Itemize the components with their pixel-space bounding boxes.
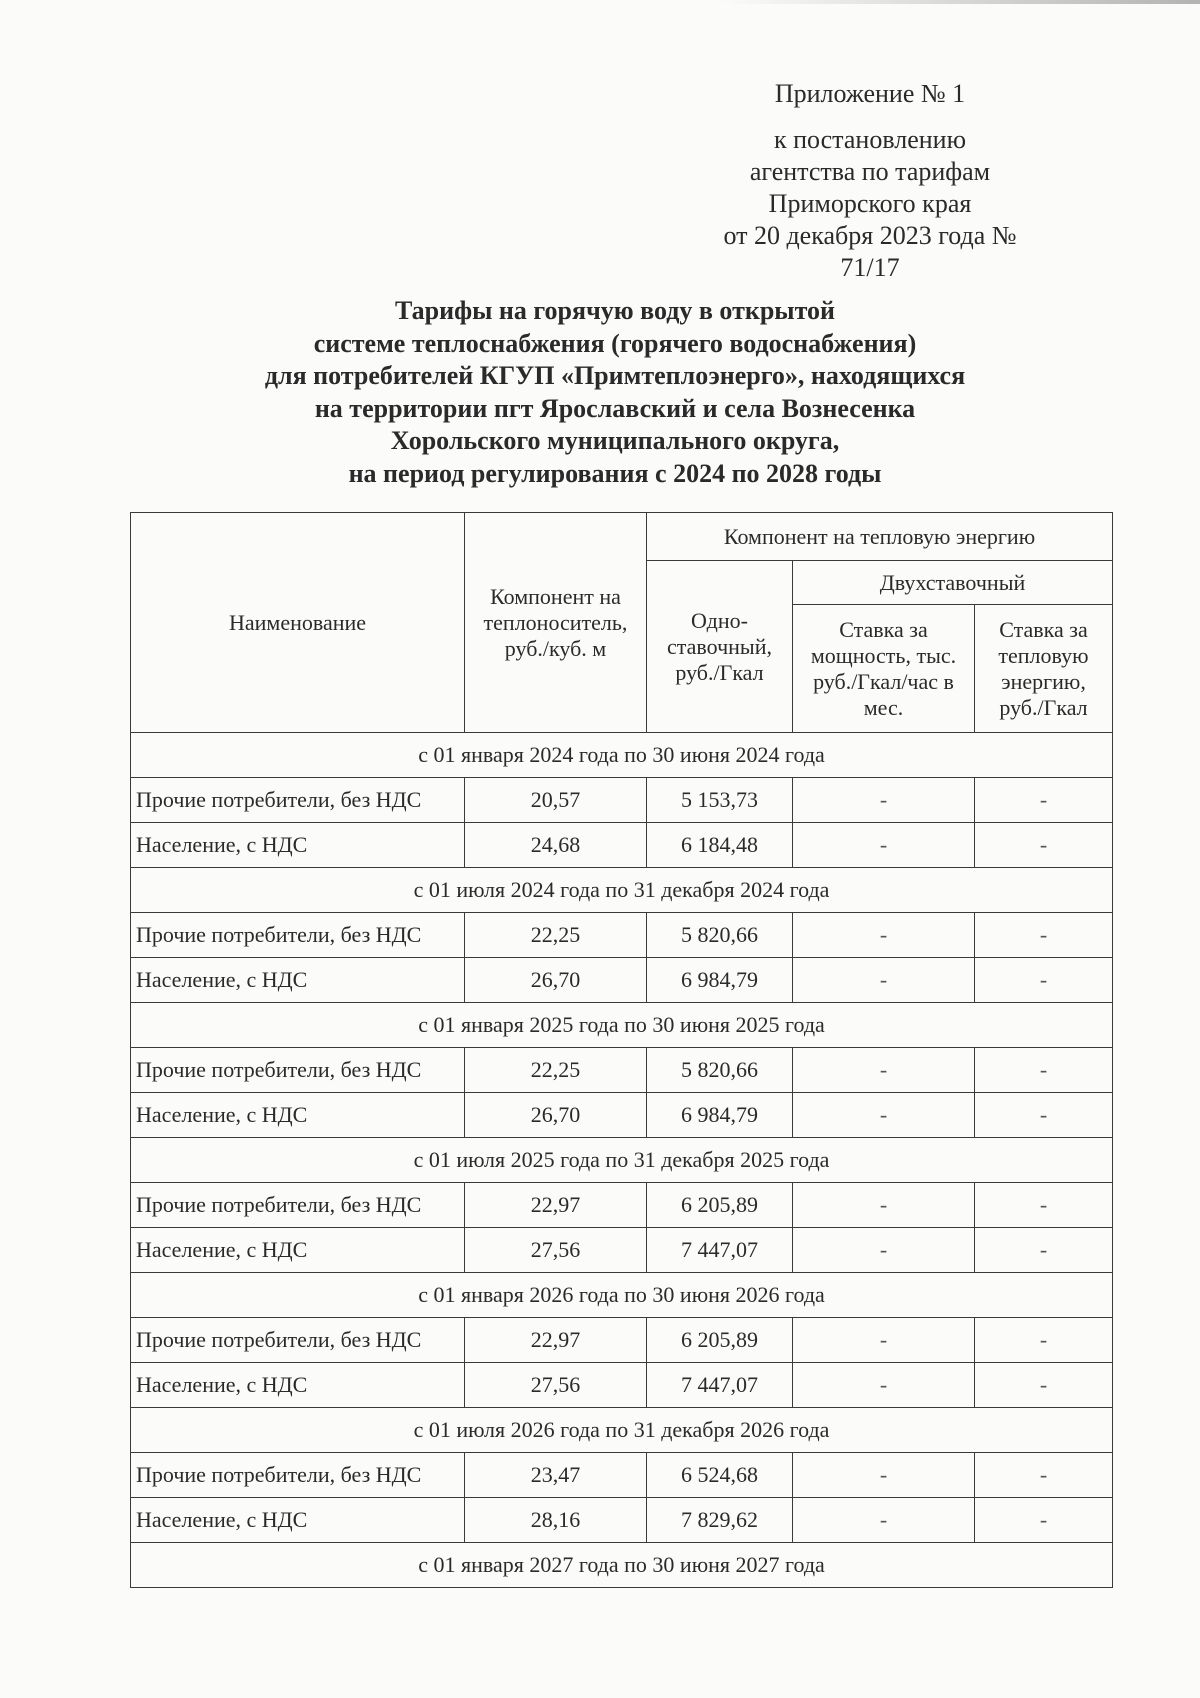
table-row — [131, 958, 1113, 1003]
cell-coolant: 22,97 — [465, 1183, 647, 1228]
cell-energy-rate: - — [975, 1453, 1113, 1498]
header-heat-component: Компонент на тепловую энергию — [647, 513, 1113, 561]
cell-energy-rate: - — [975, 1183, 1113, 1228]
table-row — [131, 1498, 1113, 1543]
cell-energy-rate: - — [975, 1363, 1113, 1408]
period-row — [131, 1138, 1113, 1183]
table-row — [131, 913, 1113, 958]
scan-edge-shadow — [720, 0, 1200, 4]
appendix-line: Приморского края — [768, 189, 972, 218]
table-row — [131, 1318, 1113, 1363]
cell-coolant: 22,25 — [465, 913, 647, 958]
header-two-rate: Двухставочный — [793, 561, 1113, 605]
header-capacity-rate: Ставка за мощность, тыс. руб./Гкал/час в мес. — [793, 605, 975, 733]
cell-coolant: 22,97 — [465, 1318, 647, 1363]
period-label: с 01 января 2026 года по 30 июня 2026 года — [131, 1273, 1113, 1318]
header-name: Наименование — [131, 513, 465, 733]
period-row — [131, 733, 1113, 778]
period-row — [131, 1543, 1113, 1588]
table-row — [131, 1363, 1113, 1408]
cell-capacity-rate: - — [793, 823, 975, 868]
cell-single-rate: 5 820,66 — [647, 913, 793, 958]
period-label: с 01 января 2024 года по 30 июня 2024 года — [131, 733, 1113, 778]
cell-single-rate: 6 184,48 — [647, 823, 793, 868]
cell-coolant: 20,57 — [465, 778, 647, 823]
appendix-line: к постановлению — [773, 125, 967, 154]
cell-capacity-rate: - — [793, 958, 975, 1003]
cell-capacity-rate: - — [793, 1318, 975, 1363]
table-row — [131, 1453, 1113, 1498]
cell-single-rate: 7 829,62 — [647, 1498, 793, 1543]
table-row — [131, 778, 1113, 823]
appendix-line: агентства по тарифам — [749, 157, 991, 186]
title-line: на период регулирования с 2024 по 2028 годы — [348, 458, 882, 488]
cell-name: Прочие потребители, без НДС — [131, 1453, 465, 1498]
cell-coolant: 23,47 — [465, 1453, 647, 1498]
cell-coolant: 28,16 — [465, 1498, 647, 1543]
cell-capacity-rate: - — [793, 913, 975, 958]
period-row — [131, 868, 1113, 913]
cell-capacity-rate: - — [793, 1453, 975, 1498]
appendix-block — [700, 78, 1040, 284]
cell-coolant: 26,70 — [465, 1093, 647, 1138]
cell-name: Прочие потребители, без НДС — [131, 1048, 465, 1093]
cell-capacity-rate: - — [793, 1093, 975, 1138]
cell-single-rate: 6 984,79 — [647, 1093, 793, 1138]
cell-energy-rate: - — [975, 958, 1113, 1003]
period-row — [131, 1273, 1113, 1318]
cell-energy-rate: - — [975, 1228, 1113, 1273]
cell-capacity-rate: - — [793, 778, 975, 823]
cell-single-rate: 6 984,79 — [647, 958, 793, 1003]
cell-coolant: 26,70 — [465, 958, 647, 1003]
cell-single-rate: 6 205,89 — [647, 1318, 793, 1363]
cell-capacity-rate: - — [793, 1183, 975, 1228]
cell-name: Население, с НДС — [131, 1228, 465, 1273]
table-row — [131, 1048, 1113, 1093]
cell-energy-rate: - — [975, 823, 1113, 868]
cell-coolant: 24,68 — [465, 823, 647, 868]
table-header — [131, 513, 1113, 733]
period-row — [131, 1003, 1113, 1048]
appendix-line: от 20 декабря 2023 года № 71/17 — [723, 221, 1017, 282]
period-label: с 01 июля 2024 года по 31 декабря 2024 года — [131, 868, 1113, 913]
cell-single-rate: 7 447,07 — [647, 1363, 793, 1408]
cell-energy-rate: - — [975, 1498, 1113, 1543]
cell-name: Население, с НДС — [131, 1363, 465, 1408]
cell-single-rate: 6 524,68 — [647, 1453, 793, 1498]
table-row — [131, 1093, 1113, 1138]
table-body — [131, 733, 1113, 1588]
cell-name: Население, с НДС — [131, 823, 465, 868]
cell-single-rate: 5 153,73 — [647, 778, 793, 823]
header-single-rate: Одно-ставочный, руб./Гкал — [647, 561, 793, 733]
period-label: с 01 января 2025 года по 30 июня 2025 года — [131, 1003, 1113, 1048]
cell-energy-rate: - — [975, 1318, 1113, 1363]
cell-single-rate: 7 447,07 — [647, 1228, 793, 1273]
table-row — [131, 1228, 1113, 1273]
table-row — [131, 823, 1113, 868]
cell-capacity-rate: - — [793, 1048, 975, 1093]
period-label: с 01 июля 2026 года по 31 декабря 2026 года — [131, 1408, 1113, 1453]
cell-single-rate: 6 205,89 — [647, 1183, 793, 1228]
cell-name: Прочие потребители, без НДС — [131, 913, 465, 958]
cell-name: Население, с НДС — [131, 958, 465, 1003]
period-label: с 01 января 2027 года по 30 июня 2027 года — [131, 1543, 1113, 1588]
cell-name: Прочие потребители, без НДС — [131, 1183, 465, 1228]
cell-energy-rate: - — [975, 1093, 1113, 1138]
title-line: Хорольского муниципального округа, — [390, 426, 840, 455]
cell-name: Прочие потребители, без НДС — [131, 778, 465, 823]
cell-single-rate: 5 820,66 — [647, 1048, 793, 1093]
cell-energy-rate: - — [975, 913, 1113, 958]
cell-capacity-rate: - — [793, 1363, 975, 1408]
title-line: системе теплоснабжения (горячего водоснабжения) — [313, 328, 917, 358]
appendix-number: Приложение № 1 — [774, 79, 966, 108]
cell-coolant: 22,25 — [465, 1048, 647, 1093]
cell-capacity-rate: - — [793, 1498, 975, 1543]
cell-name: Население, с НДС — [131, 1498, 465, 1543]
cell-energy-rate: - — [975, 778, 1113, 823]
cell-capacity-rate: - — [793, 1228, 975, 1273]
title-line: на территории пгт Ярославский и села Вознесенка — [314, 393, 916, 423]
document-title — [130, 295, 1100, 490]
header-coolant: Компонент на теплоноситель, руб./куб. м — [465, 513, 647, 733]
title-line: для потребителей КГУП «Примтеплоэнерго», находящихся — [264, 361, 966, 390]
cell-coolant: 27,56 — [465, 1363, 647, 1408]
title-line: Тарифы на горячую воду в открытой — [394, 296, 835, 325]
period-label: с 01 июля 2025 года по 31 декабря 2025 года — [131, 1138, 1113, 1183]
header-energy-rate: Ставка за тепловую энергию, руб./Гкал — [975, 605, 1113, 733]
tariff-table — [130, 512, 1113, 1588]
cell-name: Прочие потребители, без НДС — [131, 1318, 465, 1363]
table-row — [131, 1183, 1113, 1228]
cell-energy-rate: - — [975, 1048, 1113, 1093]
period-row — [131, 1408, 1113, 1453]
cell-coolant: 27,56 — [465, 1228, 647, 1273]
cell-name: Население, с НДС — [131, 1093, 465, 1138]
